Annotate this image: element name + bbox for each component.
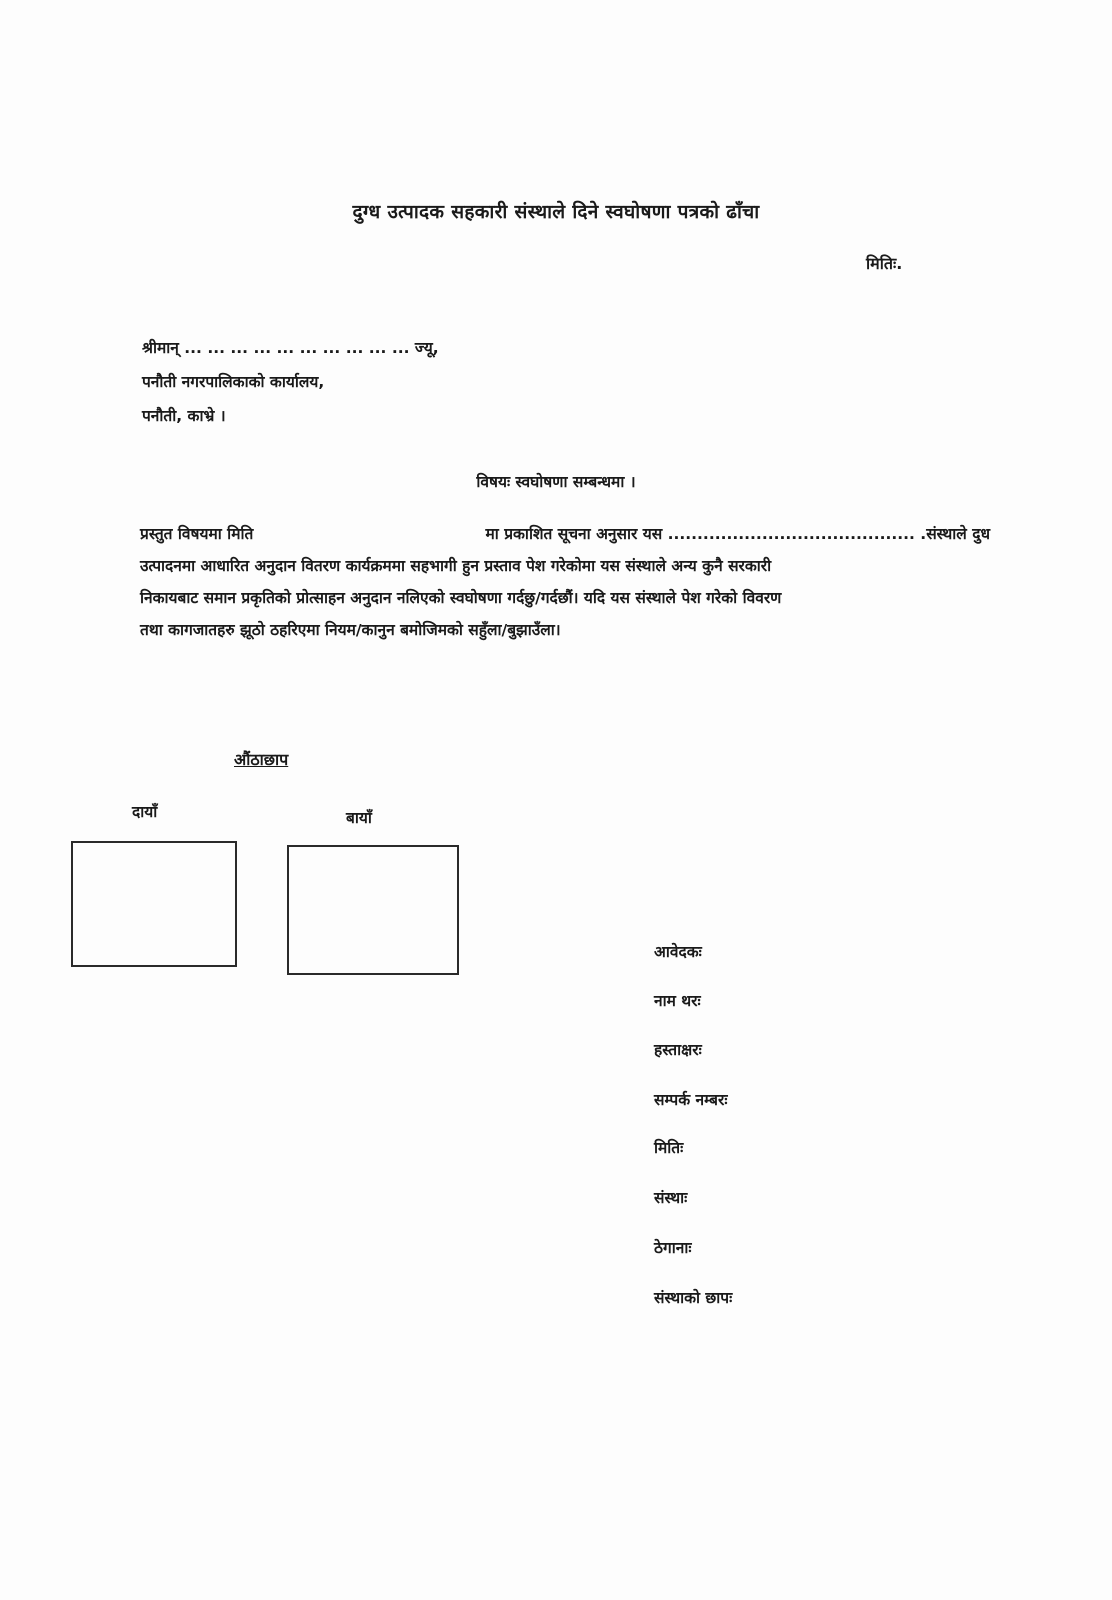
paragraph-line-2: उत्पादनमा आधारित अनुदान वितरण कार्यक्रममा सहभागी हुन प्रस्ताव पेश गरेकोमा यस संस्थाले अन्य कुनै सरकारी	[140, 557, 772, 575]
document-title: दुग्ध उत्पादक सहकारी संस्थाले दिने स्वघोषणा पत्रको ढाँचा	[352, 201, 760, 223]
paragraph-line-4: तथा कागजातहरु झूठो ठहरिएमा नियम/कानुन बमोजिमको सहुँला/बुझाउँला।	[140, 621, 561, 639]
date-label: मितिः.	[866, 254, 903, 273]
right-thumbprint-box	[71, 841, 237, 967]
applicant-date-label: मितिः	[654, 1139, 684, 1157]
declaration-paragraph	[140, 518, 990, 646]
signature-label: हस्ताक्षरः	[654, 1041, 702, 1059]
organization-label: संस्थाः	[654, 1189, 688, 1207]
paragraph-line-3: निकायबाट समान प्रकृतिको प्रोत्साहन अनुदान नलिएको स्वघोषणा गर्दछु/गर्दछौं। यदि यस संस्थाले पेश गरेको विवरण	[140, 589, 782, 607]
thumbprint-heading: औंठाछाप	[234, 750, 289, 769]
name-label: नाम थरः	[654, 992, 701, 1010]
address-location: पनौती, काभ्रे ।	[142, 407, 226, 425]
address-salutation: श्रीमान् ... ... ... ... ... ... ... ... ... ... ज्यू,	[142, 339, 439, 357]
right-thumb-label: दायाँ	[132, 803, 158, 821]
applicant-label: आवेदकः	[654, 943, 702, 961]
paragraph-line-1-start: प्रस्तुत विषयमा मिति	[140, 525, 254, 543]
subject-line: विषयः स्वघोषणा सम्बन्धमा ।	[476, 473, 636, 491]
date-blank	[306, 518, 432, 550]
organization-seal-label: संस्थाको छापः	[654, 1289, 733, 1307]
contact-number-label: सम्पर्क नम्बरः	[654, 1091, 728, 1109]
address-label: ठेगानाः	[654, 1239, 692, 1257]
paragraph-line-1-end: मा प्रकाशित सूचना अनुसार यस .......................................... .संस्थाले दुध	[485, 525, 990, 543]
paragraph-line-1	[140, 518, 990, 550]
left-thumbprint-box	[287, 845, 459, 975]
address-office: पनौती नगरपालिकाको कार्यालय,	[142, 373, 325, 391]
left-thumb-label: बायाँ	[346, 809, 372, 827]
